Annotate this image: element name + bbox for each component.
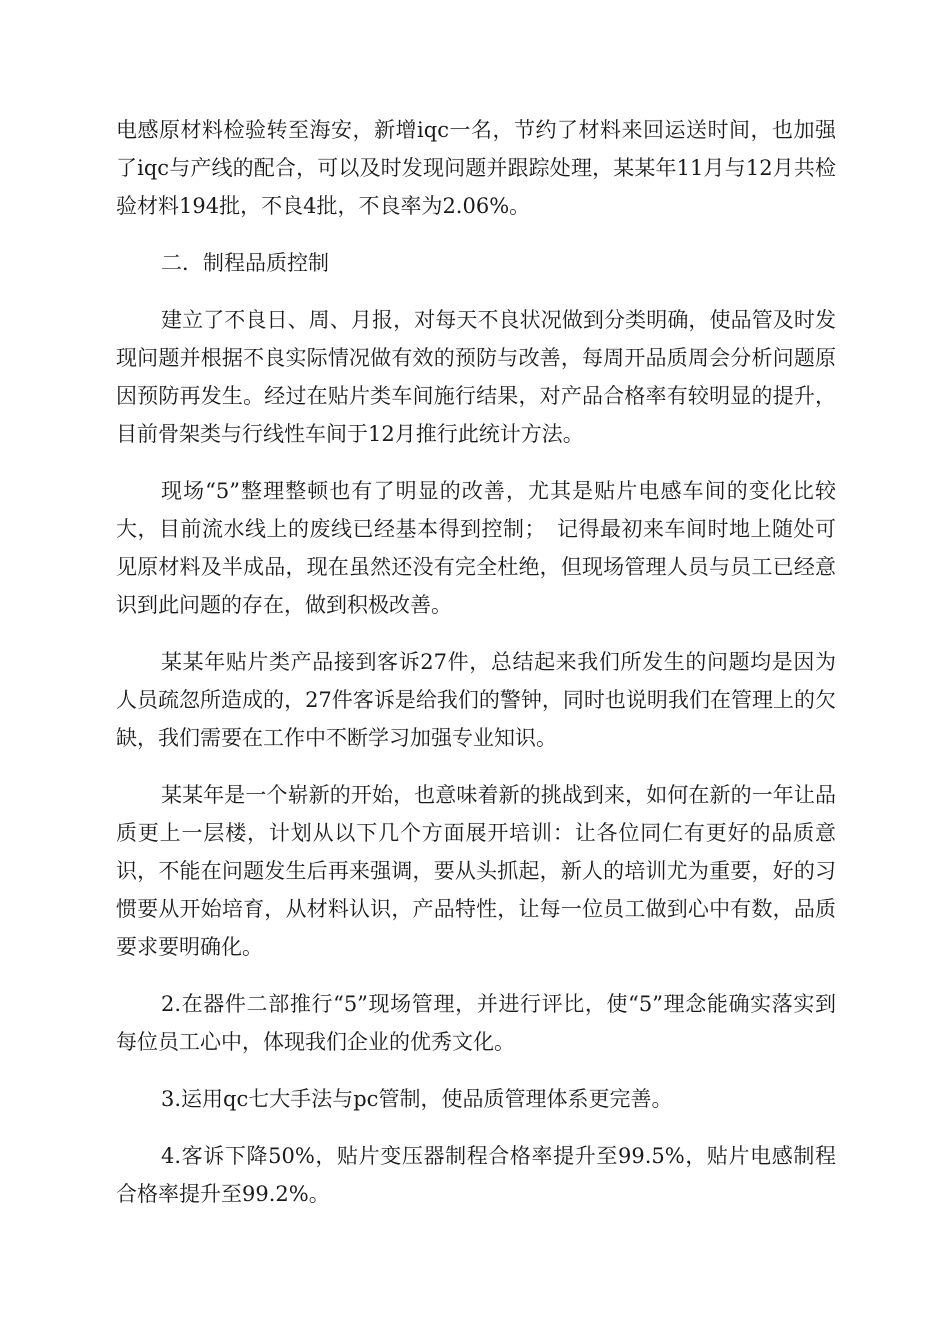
paragraph-5s-improvement: 现场“5”整理整顿也有了明显的改善，尤其是贴片电感车间的变化比较大，目前流水线上的废线已经基本得到控制； 记得最初来车间时地上随处可见原材料及半成品，现在虽然还没有完全杜绝，但现场管理人员与员工已经意识到此问题的存在，做到积极改善。: [116, 479, 836, 617]
paragraph-defect-reports: 建立了不良日、周、月报，对每天不良状况做到分类明确，使品管及时发现问题并根据不良实际情况做有效的预防与改善，每周开品质周会分析问题原因预防再发生。经过在贴片类车间施行结果，对产品合格率有较明显的提升，目前骨架类与行线性车间于12月推行此统计方法。: [116, 308, 836, 446]
plan-item-4: 4.客诉下降50%，贴片变压器制程合格率提升至99.5%，贴片电感制程合格率提升至99.2%。: [116, 1144, 836, 1206]
paragraph-new-year-training-plan: 某某年是一个崭新的开始，也意味着新的挑战到来，如何在新的一年让品质更上一层楼，计划从以下几个方面展开培训：让各位同仁有更好的品质意识，不能在问题发生后再来强调，要从头抓起，新人的培训尤为重要，好的习惯要从开始培育，从材料认识，产品特性，让每一位员工做到心中有数，品质要求要明确化。: [116, 783, 836, 959]
paragraph-customer-complaints: 某某年贴片类产品接到客诉27件，总结起来我们所发生的问题均是因为人员疏忽所造成的，27件客诉是给我们的警钟，同时也说明我们在管理上的欠缺，我们需要在工作中不断学习加强专业知识。: [116, 650, 836, 750]
plan-item-3: 3.运用qc七大手法与pc管制，使品质管理体系更完善。: [161, 1087, 673, 1111]
section-heading-process-quality-control: 二．制程品质控制: [161, 251, 329, 275]
paragraph-iqc-inspection: 电感原材料检验转至海安，新增iqc一名，节约了材料来回运送时间，也加强了iqc与产线的配合，可以及时发现问题并跟踪处理，某某年11月与12月共检验材料194批，不良4批，不良率为2.06%。: [116, 118, 836, 218]
plan-item-2: 2.在器件二部推行“5”现场管理，并进行评比，使“5”理念能确实落实到每位员工心中，体现我们企业的优秀文化。: [116, 992, 836, 1054]
document-body: [116, 111, 836, 1232]
